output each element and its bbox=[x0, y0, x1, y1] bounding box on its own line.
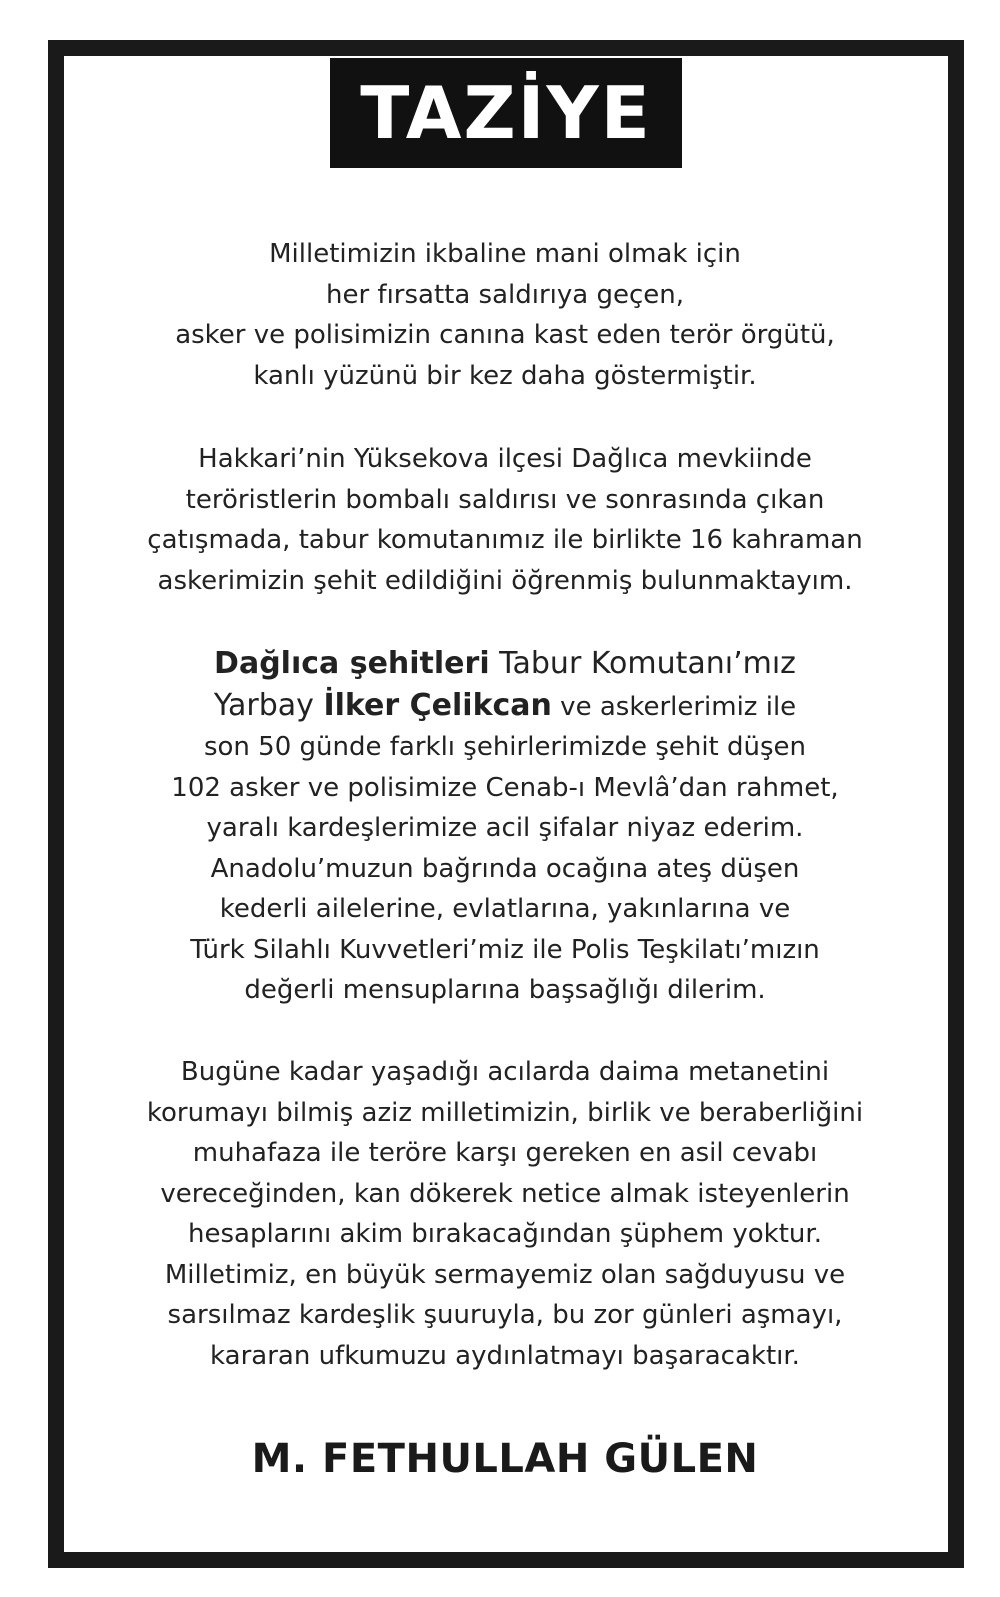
text-line: askerimizin şehit edildiğini öğrenmiş bulunmaktayım. bbox=[157, 565, 853, 596]
paragraph-condolence bbox=[120, 644, 890, 1011]
text-line: kederli ailelerine, evlatlarına, yakınlarına ve bbox=[219, 894, 791, 924]
text-line: son 50 günde farklı şehirlerimizde şehit düşen bbox=[203, 732, 807, 762]
text-segment: ve askerlerimiz ile bbox=[551, 691, 797, 722]
text-line bbox=[120, 644, 890, 686]
text-line: muhafaza ile teröre karşı gereken en asil cevabı bbox=[192, 1138, 818, 1168]
text-line: hesaplarını akim bırakacağından şüphem yoktur. bbox=[188, 1219, 822, 1249]
text-line: değerli mensuplarına başsağlığı dilerim. bbox=[244, 975, 766, 1005]
page-title: TAZİYE bbox=[360, 71, 652, 155]
text-line: Anadolu’muzun bağrında ocağına ateş düşen bbox=[210, 853, 800, 884]
paragraph-intro bbox=[120, 234, 890, 396]
text-line: sarsılmaz kardeşlik şuuruyla, bu zor günleri aşmayı, bbox=[167, 1300, 843, 1330]
title-banner bbox=[330, 58, 682, 168]
text-line: Bugüne kadar yaşadığı acılarda daima metanetini bbox=[180, 1057, 830, 1087]
text-line: her fırsatta saldırıya geçen, bbox=[325, 279, 685, 310]
paragraph-event bbox=[120, 439, 890, 601]
text-line bbox=[120, 686, 890, 728]
text-segment: Tabur Komutanı’mız bbox=[489, 646, 796, 681]
text-line: çatışmada, tabur komutanımız ile birlikte 16 kahraman bbox=[147, 525, 863, 555]
text-line: teröristlerin bombalı saldırısı ve sonrasında çıkan bbox=[185, 484, 825, 515]
text-line: vereceğinden, kan dökerek netice almak isteyenlerin bbox=[160, 1178, 850, 1209]
text-line: yaralı kardeşlerimize acil şifalar niyaz ederim. bbox=[206, 813, 804, 843]
bold-text: Dağlıca şehitleri bbox=[214, 646, 490, 681]
text-line: 102 asker ve polisimize Cenab-ı Mevlâ’dan rahmet, bbox=[171, 772, 839, 803]
text-line: kararan ufkumuzu aydınlatmayı başaracaktır. bbox=[210, 1340, 800, 1371]
text-line: Türk Silahlı Kuvvetleri’miz ile Polis Teşkilatı’mızın bbox=[190, 934, 820, 965]
signature: M. FETHULLAH GÜLEN bbox=[251, 1436, 759, 1482]
text-line: Hakkari’nin Yüksekova ilçesi Dağlıca mevkiinde bbox=[198, 444, 812, 474]
text-line: korumayı bilmiş aziz milletimizin, birlik ve beraberliğini bbox=[146, 1097, 864, 1128]
paragraph-closing bbox=[120, 1052, 890, 1376]
text-line: Milletimizin ikbaline mani olmak için bbox=[269, 239, 741, 269]
text-line: Milletimiz, en büyük sermayemiz olan sağduyusu ve bbox=[164, 1259, 846, 1290]
text-segment: Yarbay bbox=[213, 687, 324, 723]
text-line: asker ve polisimizin canına kast eden terör örgütü, bbox=[175, 320, 835, 350]
bold-text: İlker Çelikcan bbox=[323, 687, 552, 723]
text-line: kanlı yüzünü bir kez daha göstermiştir. bbox=[253, 360, 757, 391]
